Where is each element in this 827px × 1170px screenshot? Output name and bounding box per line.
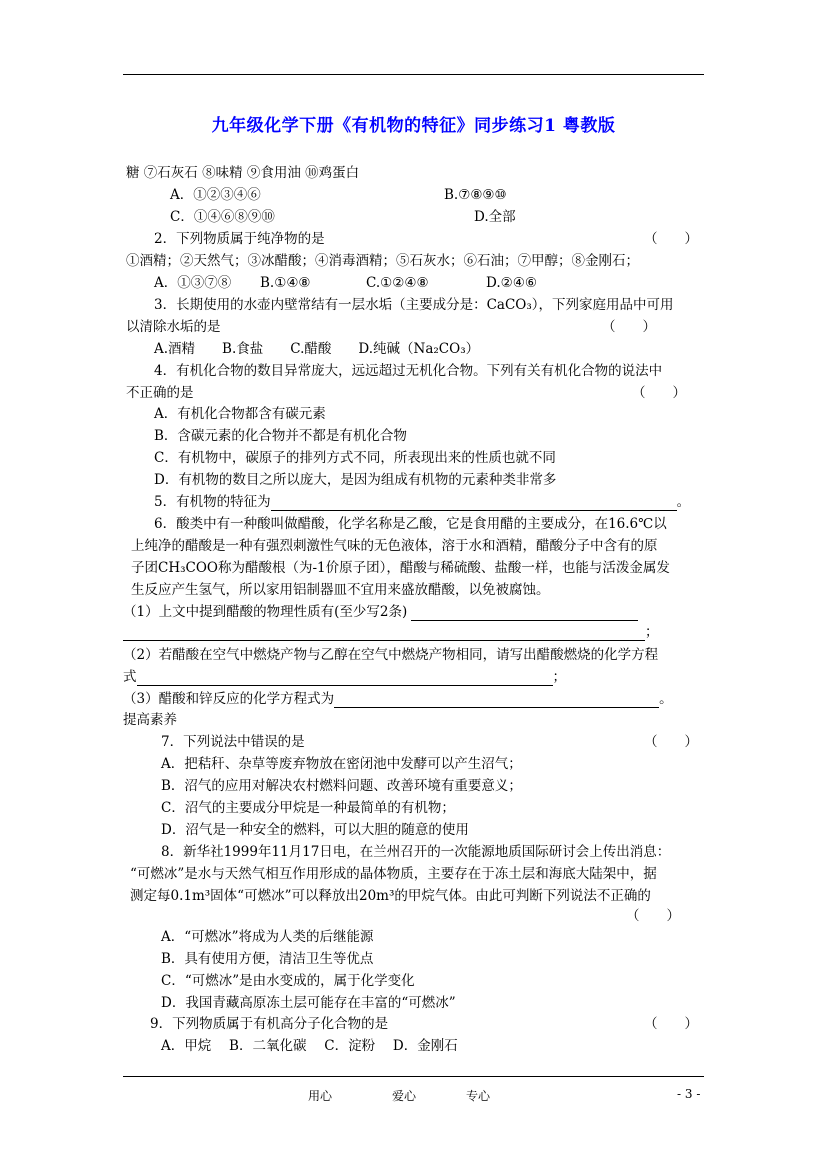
page-title: 九年级化学下册《有机物的特征》同步练习1 粤教版 xyxy=(211,116,616,136)
q4-option-a: A．有机化合物都含有碳元素 xyxy=(154,406,326,422)
q9-options: A．甲烷 B．二氧化碳 C．淀粉 D．金刚石 xyxy=(161,1038,458,1054)
q5-answer-blank[interactable] xyxy=(271,496,677,511)
page-number: - 3 - xyxy=(677,1087,701,1101)
q9-stem: 9．下列物质属于有机高分子化合物的是 xyxy=(150,1016,389,1032)
header-rule xyxy=(123,74,704,75)
q6-part2-blank[interactable] xyxy=(137,671,553,686)
q4-option-d: D．有机物的数目之所以庞大，是因为组成有机物的元素种类非常多 xyxy=(154,472,557,488)
q6-part3-period: 。 xyxy=(659,691,673,707)
q4-stem: 4．有机化合物的数目异常庞大，远远超过无机化合物。下列有关有机化合物的说法中 xyxy=(154,363,663,379)
section-heading: 提高素养 xyxy=(123,712,177,728)
q8-para-line1: 8．新华社1999年11月17日电，在兰州召开的一次能源地质国际研讨会上传出消息： xyxy=(161,844,671,860)
q6-part3 xyxy=(123,690,673,708)
q6-part2-cont xyxy=(123,668,566,686)
q7-option-b: B．沼气的应用对解决农村燃料问题、改善环境有重要意义； xyxy=(161,778,522,794)
q5-stem-text: 5．有机物的特征为 xyxy=(154,494,271,510)
q4-stem-cont: 不正确的是 xyxy=(126,385,194,401)
q6-part1-text: （1）上文中提到醋酸的物理性质有(至少写2条) xyxy=(123,604,408,620)
q6-part1-semicolon: ； xyxy=(645,624,659,640)
q7-option-d: D．沼气是一种安全的燃料，可以大胆的随意的使用 xyxy=(161,822,469,838)
q8-option-d: D．我国青藏高原冻土层可能存在丰富的“可燃冰” xyxy=(161,995,456,1011)
q2-items: ①酒精；②天然气；③冰醋酸；④消毒酒精；⑤石灰水；⑥石油；⑦甲醇；⑧金刚石； xyxy=(126,253,639,269)
q7-option-a: A．把秸秆、杂草等废弃物放在密闭池中发酵可以产生沼气； xyxy=(161,756,522,772)
q6-part1-blank-2[interactable] xyxy=(123,626,645,641)
q3-options: A.酒精 B.食盐 C.醋酸 D.纯碱（Na₂CO₃） xyxy=(154,341,480,357)
q6-para-line4: 生反应产生氢气，所以家用铝制器皿不宜用来盛放醋酸，以免被腐蚀。 xyxy=(131,582,550,598)
q6-para-line2: 上纯净的醋酸是一种有强烈刺激性气味的无色液体，溶于水和酒精，醋酸分子中含有的原 xyxy=(131,538,658,554)
q2-answer-paren: （ ） xyxy=(644,231,698,247)
q3-stem: 3．长期使用的水壶内壁常结有一层水垢（主要成分是：CaCO₃），下列家庭用品中可用 xyxy=(154,297,674,313)
q3-answer-paren: （ ） xyxy=(602,319,656,335)
q6-part2-semicolon: ； xyxy=(552,669,566,685)
q7-stem: 7．下列说法中错误的是 xyxy=(161,734,305,750)
q8-option-a: A．“可燃冰”将成为人类的后继能源 xyxy=(161,929,374,945)
q8-para-line2: “可燃冰”是水与天然气相互作用形成的晶体物质，主要存在于冻土层和海底大陆架中，据 xyxy=(130,866,657,882)
q4-answer-paren: （ ） xyxy=(632,385,686,401)
q4-option-c: C．有机物中，碳原子的排列方式不同，所表现出来的性质也就不同 xyxy=(154,450,556,466)
q6-para-line3: 子团CH₃COO称为醋酸根（为-1价原子团），醋酸与稀硫酸、盐酸一样，也能与活泼金属发 xyxy=(131,560,670,576)
q1-option-b: B.⑦⑧⑨⑩ xyxy=(444,187,507,203)
q7-answer-paren: （ ） xyxy=(644,734,698,750)
q8-answer-paren: （ ） xyxy=(626,908,680,924)
footer-motto-1: 用心 xyxy=(308,1089,333,1103)
q2-option-d: D.②④⑥ xyxy=(486,275,537,291)
footer-rule xyxy=(123,1076,704,1077)
q6-part1-blank[interactable] xyxy=(411,606,638,621)
q2-option-b: B.①④⑧ xyxy=(260,275,311,291)
q1-option-a: A．①②③④⑥ xyxy=(170,187,261,203)
q4-option-b: B．含碳元素的化合物并不都是有机化合物 xyxy=(154,428,407,444)
q8-option-c: C．“可燃冰”是由水变成的，属于化学变化 xyxy=(161,973,415,989)
q5-stem xyxy=(154,493,690,511)
q1-option-c: C．①④⑥⑧⑨⑩ xyxy=(170,209,275,225)
q8-para-line3: 测定每0.1m³固体“可燃冰”可以释放出20m³的甲烷气体。由此可判断下列说法不正确的 xyxy=(130,888,651,904)
q3-stem-cont: 以清除水垢的是 xyxy=(126,319,221,335)
q7-option-c: C．沼气的主要成分甲烷是一种最简单的有机物； xyxy=(161,800,455,816)
q1-items: 糖 ⑦石灰石 ⑧味精 ⑨食用油 ⑩鸡蛋白 xyxy=(126,165,360,181)
q9-answer-paren: （ ） xyxy=(644,1016,698,1032)
footer-motto-2: 爱心 xyxy=(392,1089,417,1103)
q6-para-line1: 6．酸类中有一种酸叫做醋酸，化学名称是乙酸，它是食用醋的主要成分，在16.6℃以 xyxy=(154,516,667,532)
q1-option-d: D.全部 xyxy=(474,209,516,225)
q6-part2: （2）若醋酸在空气中燃烧产物与乙醇在空气中燃烧产物相同，请写出醋酸燃烧的化学方程 xyxy=(123,647,659,663)
footer-motto-3: 专心 xyxy=(466,1089,491,1103)
q6-part1 xyxy=(123,603,638,621)
q6-part3-blank[interactable] xyxy=(334,693,659,708)
q2-stem: 2．下列物质属于纯净物的是 xyxy=(154,231,325,247)
q6-part1-cont xyxy=(123,623,659,641)
q6-part3-text: （3）醋酸和锌反应的化学方程式为 xyxy=(123,691,335,707)
q5-period: 。 xyxy=(676,494,691,510)
q8-option-b: B．具有使用方便，清洁卫生等优点 xyxy=(161,951,374,967)
q2-option-a: A．①③⑦⑧ xyxy=(154,275,232,291)
q2-option-c: C.①②④⑧ xyxy=(366,275,429,291)
q6-part2-text: 式 xyxy=(123,669,137,685)
